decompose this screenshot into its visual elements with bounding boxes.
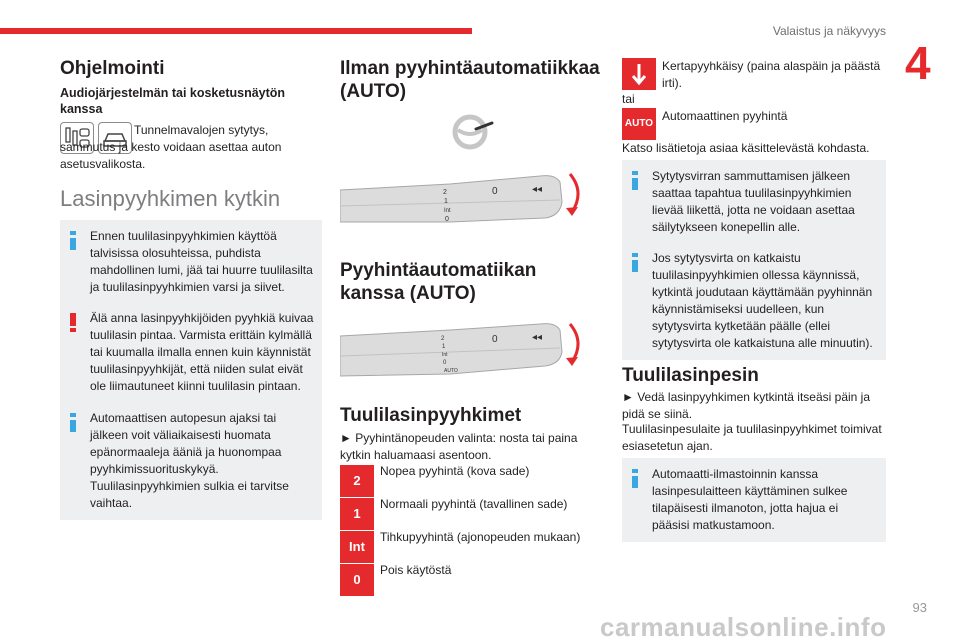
- info-note-text: Ennen tuulilasinpyyhkimien käyttöä talvisissa olosuhteissa, puhdista mahdollinen lumi, jää tai huurre tuulilasilta ja tuulilasinpyyhkimien varsi ja siivet.: [90, 229, 313, 294]
- heading-without-auto: Ilman pyyhintäautomatiikkaa (AUTO): [340, 58, 600, 102]
- svg-text:◂◂: ◂◂: [532, 332, 543, 343]
- speed-1-label: Normaali pyyhintä (tavallinen sade): [380, 497, 568, 511]
- speed-int-badge: Int: [340, 531, 374, 563]
- info-note-air-intake: [622, 458, 886, 542]
- svg-text:2: 2: [443, 189, 447, 196]
- washer-text-2: Tuulilasinpesulaite ja tuulilasinpyyhkimet toimivat esiasetetun ajan.: [622, 422, 882, 453]
- info-note-ignition-off: [622, 160, 886, 244]
- info-note-text: Automaattisen autopesun ajaksi tai jälkeen voit väliaikaisesti huomata epänormaaleja ääniä ja huonompaa pyyhkimissuorituskykyä. Tuulilasinpyyhkimien sulkia ei tarvitse vaihtaa.: [90, 411, 289, 510]
- info-icon: [632, 171, 638, 190]
- info-note-winter: [60, 220, 322, 304]
- wiper-stalk-image: [340, 162, 585, 244]
- speed-2-label: Nopea pyyhintä (kova sade): [380, 464, 530, 478]
- speed-1-badge: 1: [340, 498, 374, 530]
- info-icon: [70, 231, 76, 250]
- or-text: tai: [622, 92, 635, 106]
- see-more-text: Katso lisätietoja asiaa käsittelevästä kohdasta.: [622, 141, 870, 155]
- warning-note-dry: [60, 302, 322, 403]
- heading-with-auto: Pyyhintäautomatiikan kanssa (AUTO): [340, 260, 537, 304]
- info-note-text: Jos sytytysvirta on katkaistu tuulilasinpyyhkimien ollessa käynnissä, kytkintä joudutaan käyttämään pyyhinnän käynnistämiseksi uudelleen, kun sytytysvirta kytketään päälle (ellei sytytysvirta ole katkaistuna alle minuutin).: [652, 251, 873, 350]
- svg-text:0: 0: [492, 334, 498, 345]
- svg-text:1: 1: [442, 344, 446, 350]
- section-title: Valaistus ja näkyvyys: [772, 24, 886, 38]
- info-note-restart: [622, 242, 886, 360]
- info-icon: [632, 469, 638, 488]
- svg-text:0: 0: [445, 216, 449, 223]
- warning-icon: [70, 313, 76, 332]
- single-wipe-icon: [622, 58, 656, 90]
- svg-text:Int: Int: [444, 208, 451, 214]
- speed-intro: ► Pyyhintänopeuden valinta: nosta tai paina kytkin haluamaasi asentoon.: [340, 431, 578, 462]
- section-heading-wiper-switch: Lasinpyyhkimen kytkin: [60, 186, 281, 211]
- svg-text:0: 0: [492, 186, 498, 197]
- auto-wipe-text: Automaattinen pyyhintä: [662, 109, 788, 123]
- info-icon: [70, 413, 76, 432]
- heading-wipers: Tuulilasinpyyhkimet: [340, 405, 522, 426]
- warning-note-text: Älä anna lasinpyyhkijöiden pyyhkiä kuivaa tuulilasin pintaa. Varmista erittäin kylmällä tai kuumalla ilmalla ennen kuin käynnistät tuulilasinpyyhkijät, että niiden sulat eivät ole liimautuneet kiinni tuulilasin pintaan.: [90, 311, 314, 393]
- ambient-light-text-display: Tunnelmavalojen sytytys, sammutus ja kesto voidaan asettaa auton asetusvalikosta.: [60, 123, 282, 171]
- header-accent-bar: [0, 28, 472, 34]
- svg-text:2: 2: [441, 336, 445, 342]
- watermark: carmanualsonline.info: [600, 612, 887, 640]
- chapter-number: 4: [905, 37, 931, 89]
- info-note-text: Automaatti-ilmastoinnin kanssa lasinpesulaitteen käyttäminen sulkee tilapäisesti ilmanoton, jotta hajua ei pääsisi matkustamoon.: [652, 467, 848, 532]
- svg-text:Int: Int: [442, 352, 448, 358]
- washer-text-1: ► Vedä lasinpyyhkimen kytkintä itseäsi päin ja pidä se siinä.: [622, 390, 871, 421]
- subheading-audio: Audiojärjestelmän tai kosketusnäytön kanssa: [60, 86, 286, 117]
- speed-2-badge: 2: [340, 465, 374, 497]
- single-wipe-text: Kertapyyhkäisy (paina alaspäin ja päästä irti).: [662, 59, 881, 90]
- info-icon: [632, 253, 638, 272]
- heading-washer: Tuulilasinpesin: [622, 365, 759, 386]
- info-note-text: Sytytysvirran sammuttamisen jälkeen saattaa tapahtua tuulilasinpyyhkimien lievää liikettä, jotta ne voidaan asettaa säilytykseen konepellin alle.: [652, 169, 855, 234]
- svg-text:◂◂: ◂◂: [532, 184, 543, 195]
- heading-ohjelmointi: Ohjelmointi: [60, 58, 165, 79]
- svg-text:1: 1: [444, 198, 448, 205]
- svg-text:AUTO: AUTO: [444, 368, 458, 374]
- auto-badge: AUTO: [622, 108, 656, 140]
- svg-text:0: 0: [443, 360, 447, 366]
- speed-0-badge: 0: [340, 564, 374, 596]
- page-number: 93: [912, 600, 927, 615]
- wiper-stalk-auto-image: [340, 318, 585, 388]
- steering-wheel-icon: [448, 112, 496, 152]
- speed-0-label: Pois käytöstä: [380, 563, 452, 577]
- info-note-carwash: [60, 402, 322, 520]
- speed-int-label: Tihkupyyhintä (ajonopeuden mukaan): [380, 530, 581, 544]
